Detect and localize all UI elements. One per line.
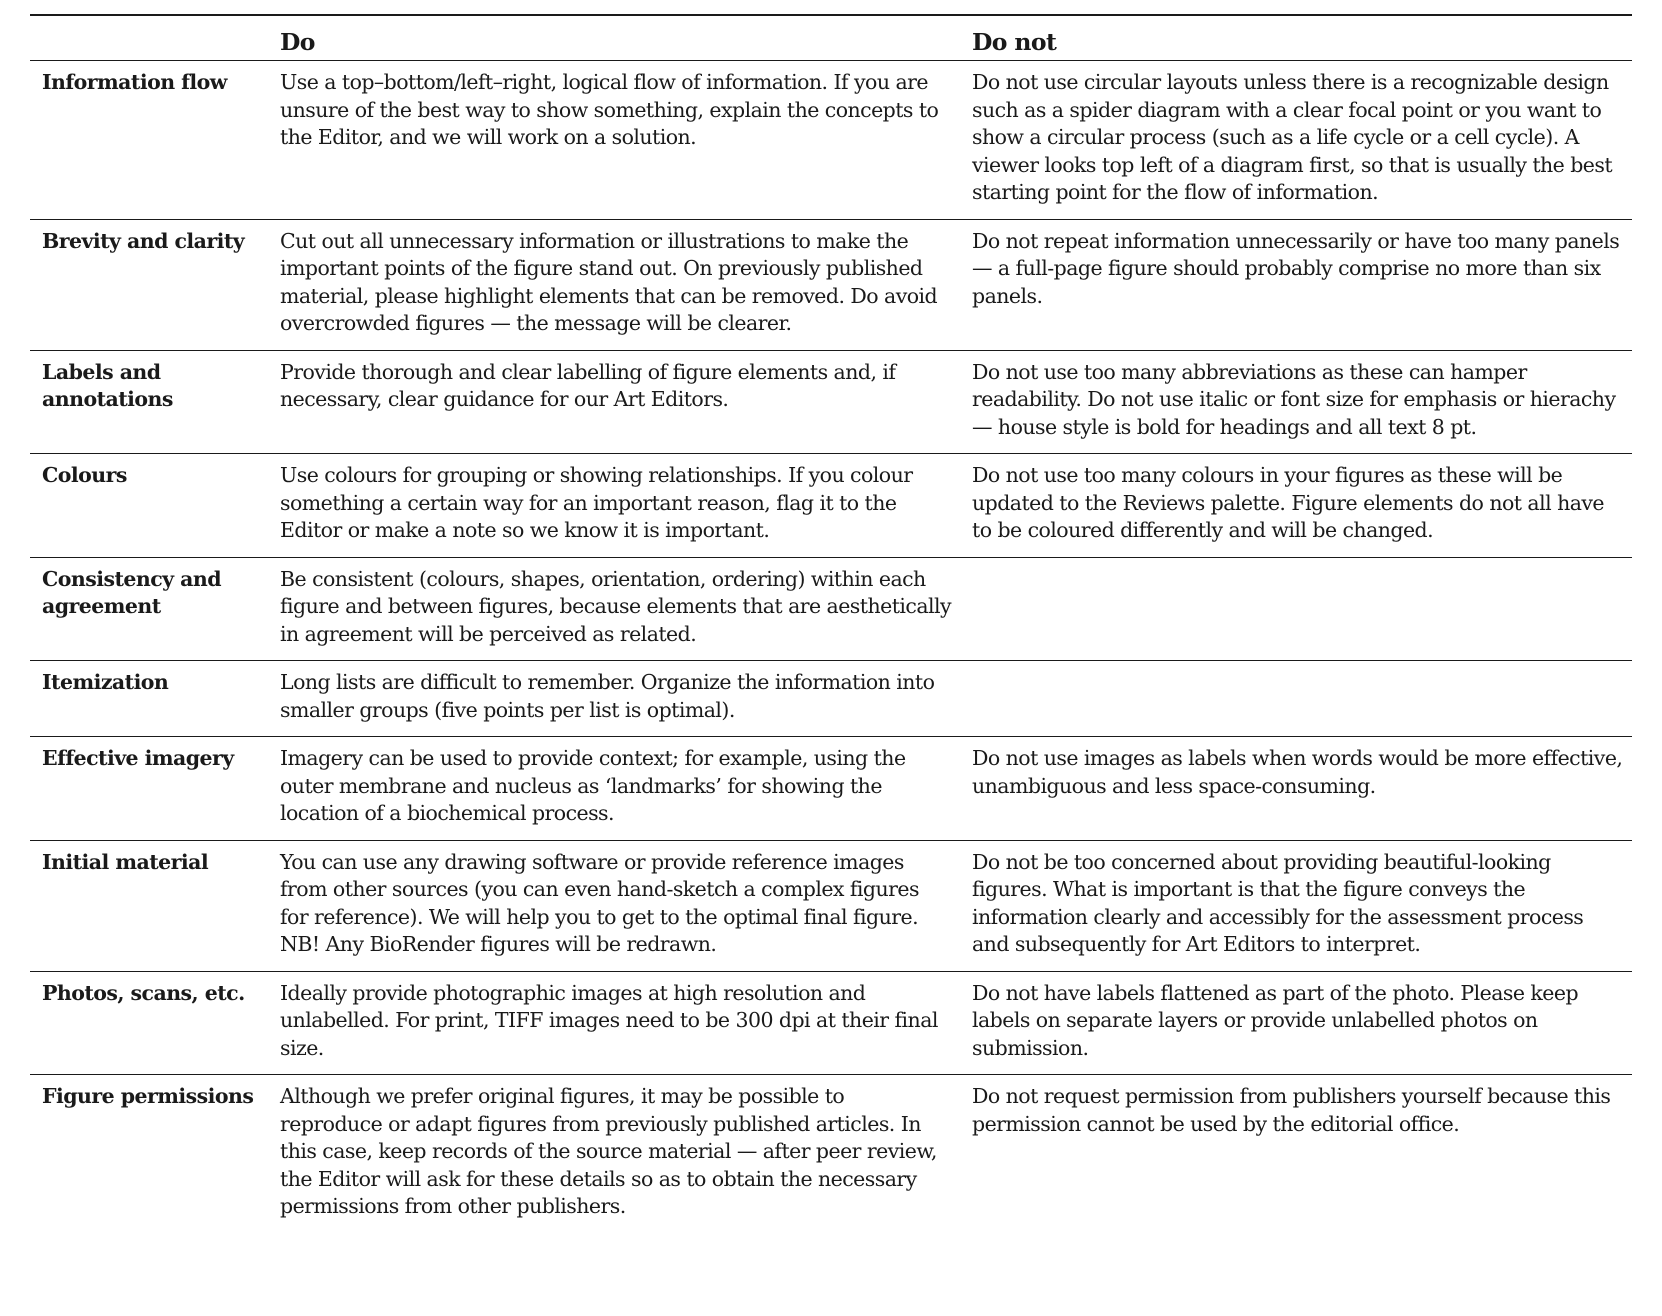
row-do-not: Do not use circular layouts unless there is a recognizable design such as a spider diagram with a clear focal point or you want to show a circular process (such as a life cycle or a cell cycle). A viewer looks top left of a diagram first, so that is usually the best starting point for the flow of information. (972, 61, 1632, 220)
row-do: Use colours for grouping or showing relationships. If you colour something a certain way for an important reason, flag it to the Editor or make a note so we know it is important. (280, 454, 972, 558)
row-do-not (972, 557, 1632, 661)
table-row (30, 1075, 1632, 1233)
table-row (30, 454, 1632, 558)
row-category: Photos, scans, etc. (30, 971, 280, 1075)
guidelines-table (30, 14, 1632, 1233)
header-row (30, 15, 1632, 61)
row-do: Ideally provide photographic images at high resolution and unlabelled. For print, TIFF images need to be 300 dpi at their final size. (280, 971, 972, 1075)
header-do-not: Do not (972, 15, 1632, 61)
table-row (30, 971, 1632, 1075)
row-category: Information flow (30, 61, 280, 220)
row-category: Itemization (30, 661, 280, 737)
row-do: Use a top–bottom/left–right, logical flow of information. If you are unsure of the best way to show something, explain the concepts to the Editor, and we will work on a solution. (280, 61, 972, 220)
row-category: Consistency and agreement (30, 557, 280, 661)
row-category: Colours (30, 454, 280, 558)
table-row (30, 737, 1632, 841)
header-category (30, 15, 280, 61)
row-category: Labels and annotations (30, 350, 280, 454)
row-do-not: Do not repeat information unnecessarily or have too many panels — a full-page figure should probably comprise no more than six panels. (972, 219, 1632, 350)
guidelines-table-container (30, 14, 1632, 1233)
table-row (30, 557, 1632, 661)
row-category: Figure permissions (42, 1084, 254, 1108)
table-row (30, 840, 1632, 971)
row-do: You can use any drawing software or provide reference images from other sources (you can even hand-sketch a complex figures for reference). We will help you to get to the optimal final figure. NB! Any BioRender figures will be redrawn. (280, 840, 972, 971)
row-do-not: Do not use too many abbreviations as these can hamper readability. Do not use italic or font size for emphasis or hierachy — house style is bold for headings and all text 8 pt. (972, 350, 1632, 454)
row-do: Although we prefer original figures, it may be possible to reproduce or adapt figures from previously published articles. In this case, keep records of the source material — after peer review, the Editor will ask for these details so as to obtain the necessary permissions from other publishers. (280, 1084, 937, 1218)
row-do-not: Do not be too concerned about providing beautiful-looking figures. What is important is that the figure conveys the information clearly and accessibly for the assessment process and subsequently for Art Editors to interpret. (972, 840, 1632, 971)
row-do: Provide thorough and clear labelling of figure elements and, if necessary, clear guidance for our Art Editors. (280, 350, 972, 454)
table-row (30, 61, 1632, 220)
row-category: Brevity and clarity (30, 219, 280, 350)
table-row (30, 350, 1632, 454)
header-do: Do (280, 15, 972, 61)
row-do: Be consistent (colours, shapes, orientation, ordering) within each figure and between figures, because elements that are aesthetically in agreement will be perceived as related. (280, 557, 972, 661)
table-body (30, 61, 1632, 1233)
row-do-not (972, 661, 1632, 737)
row-do-not: Do not use too many colours in your figures as these will be updated to the Reviews palette. Figure elements do not all have to be coloured differently and will be changed. (972, 454, 1632, 558)
table-row (30, 219, 1632, 350)
row-do-not: Do not have labels flattened as part of the photo. Please keep labels on separate layers or provide unlabelled photos on submission. (972, 971, 1632, 1075)
row-category: Effective imagery (30, 737, 280, 841)
row-do-not: Do not request permission from publishers yourself because this permission cannot be used by the editorial office. (972, 1084, 1611, 1136)
row-do: Cut out all unnecessary information or illustrations to make the important points of the figure stand out. On previously published material, please highlight elements that can be removed. Do avoid overcrowded figures — the message will be clearer. (280, 219, 972, 350)
row-do-not: Do not use images as labels when words would be more effective, unambiguous and less space-consuming. (972, 737, 1632, 841)
row-do: Imagery can be used to provide context; for example, using the outer membrane and nucleus as ‘landmarks’ for showing the location of a biochemical process. (280, 737, 972, 841)
row-category: Initial material (30, 840, 280, 971)
table-row (30, 661, 1632, 737)
table-header (30, 15, 1632, 61)
row-do: Long lists are difficult to remember. Organize the information into smaller groups (five points per list is optimal). (280, 661, 972, 737)
